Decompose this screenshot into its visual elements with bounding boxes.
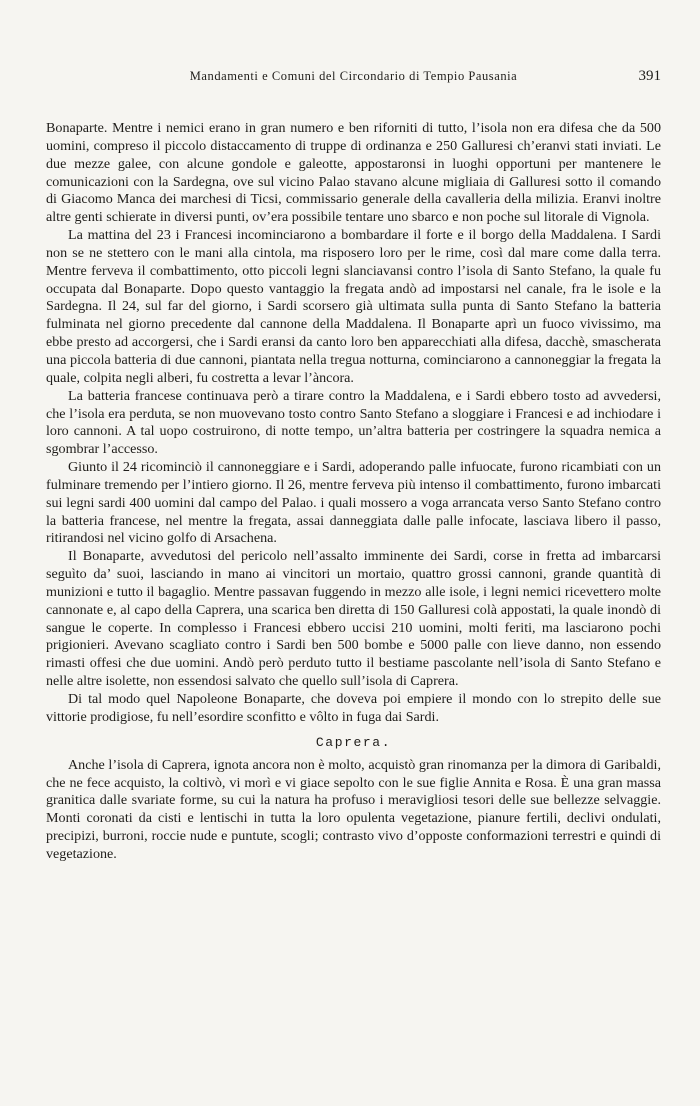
paragraph: La batteria francese continuava però a tirare contro la Maddalena, e i Sardi ebbero tosto ad avvedersi, che l’isola era perduta, se non muovevano tosto contro Santo Stefano a sloggiare i Francesi e ad inchiodare i loro cannoni. A tal uopo costruirono, di notte tempo, un’altra batteria per costringere la squadra nemica a sgombrar l’accesso.	[46, 387, 661, 458]
section-paragraph: Anche l’isola di Caprera, ignota ancora non è molto, acquistò gran rinomanza per la dimora di Garibaldi, che ne fece acquisto, la coltivò, vi morì e vi giace sepolto con le sue figlie Annita e Rosa. È una gran massa granitica dalle svariate forme, su cui la natura ha profuso i meravigliosi tesori delle sue bellezze selvaggie. Monti coronati da cisti e lentischi in tutta la loro opulenta vegetazione, pianure fertili, declivi ondulati, precipizi, burroni, roccie nude e puntute, scogli; contrasto vivo d’opposte conformazioni terrestri e quindi di vegetazione.	[46, 756, 661, 862]
page-number: 391	[638, 68, 661, 84]
book-page	[46, 0, 661, 1106]
paragraph: Di tal modo quel Napoleone Bonaparte, che doveva poi empiere il mondo con lo strepito delle sue vittorie prodigiose, fu nell’esordire sconfitto e vôlto in fuga dai Sardi.	[46, 691, 661, 725]
running-head	[46, 66, 661, 86]
body-text	[46, 120, 661, 864]
section-heading: Caprera.	[315, 734, 392, 750]
paragraph-continuation: Bonaparte. Mentre i nemici erano in gran numero e ben riforniti di tutto, l’isola non era difesa che da 500 uomini, compreso il piccolo distaccamento di truppe di ordinanza e 250 Galluresi ch’eranvi stati inviati. Le due mezze galee, con alcune gondole e galeotte, appostaronsi in luoghi opportuni per mantenere le comunicazioni con la Sardegna, ove sul vicino Palao stavano alcune migliaia di Galluresi sotto il comando di Giacomo Manca dei marchesi di Ticsi, commissario generale della cavalleria della milizia. Eranvi inoltre altre genti schierate in diversi punti, ov’era possibile tentare uno sbarco e non poche sul litorale di Vignola.	[46, 120, 661, 226]
paragraph: Il Bonaparte, avvedutosi del pericolo nell’assalto imminente dei Sardi, corse in fretta ad imbarcarsi seguìto da’ suoi, lasciando in mano ai vincitori un mortaio, quattro grossi cannoni, grande quantità di munizioni e tutto il bagaglio. Mentre passavan fuggendo in mezzo alle isole, i legni nemici ricevettero molte cannonate e, al capo della Caprera, una scarica ben diretta di 150 Galluresi colà appostati, la quale inondò di sangue le coperte. In complesso i Francesi ebbero uccisi 210 uomini, molti feriti, ma lasciarono pochi prigionieri. Avevano scagliato contro i Sardi ben 500 bombe e 5000 palle con lieve danno, non essendo rimasti offesi che due uomini. Andò però perduto tutto il bestiame pascolante nell’isola di Santo Stefano e nelle altre isolette, non essendosi salvato che quello sull’isola di Caprera.	[46, 548, 661, 690]
running-title: Mandamenti e Comuni del Circondario di Tempio Pausania	[189, 69, 518, 83]
paragraph: Giunto il 24 ricominciò il cannoneggiare e i Sardi, adoperando palle infuocate, furono ricambiati con un fulminare tremendo per l’intiero giorno. Il 26, mentre ferveva più intenso il combattimento, furono imbarcati sui legni sardi 400 uomini dal campo del Palao. i quali mossero a voga arrancata verso Santo Stefano contro la batteria francese, nel mentre la fregata, assai danneggiata dalle palle infocate, lasciava libero il passo, ritirandosi nel vicino golfo di Arsachena.	[46, 459, 661, 547]
paragraph: La mattina del 23 i Francesi incominciarono a bombardare il forte e il borgo della Maddalena. I Sardi non se ne stettero con le mani alla cintola, ma risposero loro per le rime, così dal mare come dalla terra. Mentre ferveva il combattimento, otto piccoli legni slanciavansi contro l’isola di Santo Stefano, la quale fu occupata dal Bonaparte. Dopo questo vantaggio la fregata andò ad impostarsi nel canale, fra le isole e la Sardegna. Il 24, sul far del giorno, i Sardi scorsero già ultimata sulla punta di Santo Stefano la batteria fulminata nel giorno precedente dal cannone della Maddalena. Il Bonaparte aprì un fuoco vivissimo, ma ebbe presto ad accorgersi, che i Sardi eransi da canto loro ben apparecchiati alla difesa, dacchè, smascherata una piccola batteria di due cannoni, piantata nella tregua notturna, cominciarono a cannoneggiar la fregata la quale, colpita negli alberi, fu costretta a levar l’àncora.	[46, 227, 661, 386]
